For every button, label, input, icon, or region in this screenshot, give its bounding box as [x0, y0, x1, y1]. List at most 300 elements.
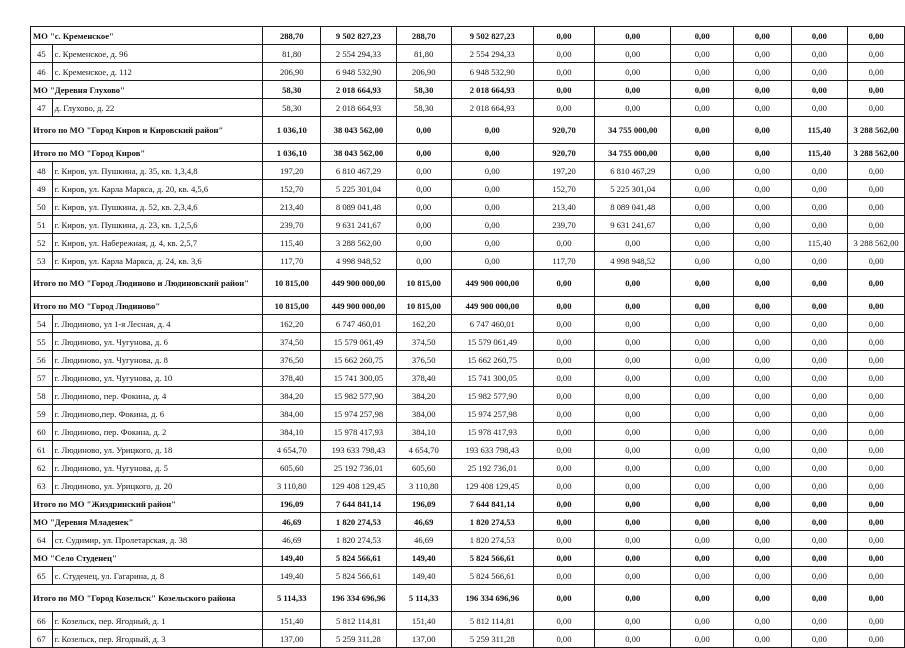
value-cell: 0,00: [595, 387, 671, 405]
value-cell: 0,00: [791, 495, 848, 513]
address-cell: г. Козельск, пер. Ягодный, д. 1: [52, 612, 263, 630]
value-cell: 0,00: [848, 180, 905, 198]
value-cell: 0,00: [595, 513, 671, 531]
value-cell: 0,00: [734, 630, 791, 648]
value-cell: 0,00: [671, 459, 734, 477]
value-cell: 0,00: [791, 216, 848, 234]
value-cell: 0,00: [734, 531, 791, 549]
value-cell: 0,00: [734, 333, 791, 351]
row-number: 52: [31, 234, 53, 252]
value-cell: 0,00: [451, 216, 533, 234]
value-cell: 0,00: [671, 387, 734, 405]
value-cell: 9 631 241,67: [595, 216, 671, 234]
value-cell: 384,10: [263, 423, 321, 441]
value-cell: 0,00: [533, 234, 594, 252]
value-cell: 0,00: [848, 216, 905, 234]
value-cell: 288,70: [396, 27, 451, 45]
value-cell: 15 579 061,49: [321, 333, 396, 351]
value-cell: 0,00: [671, 99, 734, 117]
value-cell: 0,00: [791, 315, 848, 333]
value-cell: 0,00: [791, 252, 848, 270]
value-cell: 0,00: [791, 27, 848, 45]
table-row: [31, 612, 905, 630]
value-cell: 0,00: [451, 144, 533, 162]
table-row: [31, 333, 905, 351]
value-cell: 15 662 260,75: [321, 351, 396, 369]
value-cell: 0,00: [734, 252, 791, 270]
value-cell: 0,00: [791, 513, 848, 531]
value-cell: 0,00: [533, 477, 594, 495]
value-cell: 0,00: [595, 369, 671, 387]
table-group-row: [31, 117, 905, 144]
value-cell: 0,00: [396, 117, 451, 144]
value-cell: 0,00: [848, 297, 905, 315]
value-cell: 0,00: [595, 81, 671, 99]
group-label: МО "Деревня Младенек": [31, 513, 263, 531]
value-cell: 0,00: [595, 315, 671, 333]
value-cell: 15 579 061,49: [451, 333, 533, 351]
value-cell: 0,00: [396, 216, 451, 234]
value-cell: 0,00: [791, 297, 848, 315]
value-cell: 384,00: [263, 405, 321, 423]
table-row: [31, 630, 905, 648]
value-cell: 0,00: [791, 63, 848, 81]
table-row: [31, 180, 905, 198]
address-cell: г. Людиново, ул. Чугунова, д. 6: [52, 333, 263, 351]
value-cell: 0,00: [734, 612, 791, 630]
value-cell: 10 815,00: [396, 270, 451, 297]
value-cell: 0,00: [533, 333, 594, 351]
value-cell: 196 334 696,96: [451, 585, 533, 612]
value-cell: 0,00: [595, 351, 671, 369]
value-cell: 605,60: [396, 459, 451, 477]
value-cell: 0,00: [671, 441, 734, 459]
value-cell: 5 114,33: [263, 585, 321, 612]
value-cell: 115,40: [263, 234, 321, 252]
table-row: [31, 315, 905, 333]
value-cell: 0,00: [595, 459, 671, 477]
value-cell: 0,00: [734, 144, 791, 162]
row-number: 61: [31, 441, 53, 459]
value-cell: 0,00: [396, 180, 451, 198]
value-cell: 0,00: [595, 45, 671, 63]
value-cell: 0,00: [734, 234, 791, 252]
value-cell: 0,00: [734, 216, 791, 234]
value-cell: 58,30: [263, 99, 321, 117]
value-cell: 0,00: [734, 513, 791, 531]
value-cell: 0,00: [671, 63, 734, 81]
table-group-row: [31, 585, 905, 612]
value-cell: 0,00: [791, 585, 848, 612]
value-cell: 0,00: [533, 612, 594, 630]
value-cell: 0,00: [734, 270, 791, 297]
value-cell: 0,00: [848, 99, 905, 117]
value-cell: 0,00: [734, 162, 791, 180]
value-cell: 0,00: [734, 297, 791, 315]
value-cell: 0,00: [734, 351, 791, 369]
value-cell: 0,00: [671, 531, 734, 549]
value-cell: 5 259 311,28: [321, 630, 396, 648]
value-cell: 152,70: [533, 180, 594, 198]
value-cell: 193 633 798,43: [451, 441, 533, 459]
value-cell: 9 502 827,23: [451, 27, 533, 45]
row-number: 47: [31, 99, 53, 117]
address-cell: г. Людиново, ул. Урицкого, д. 18: [52, 441, 263, 459]
value-cell: 2 018 664,93: [321, 81, 396, 99]
value-cell: 8 089 041,48: [321, 198, 396, 216]
value-cell: 137,00: [396, 630, 451, 648]
value-cell: 197,20: [533, 162, 594, 180]
value-cell: 5 812 114,81: [321, 612, 396, 630]
value-cell: 1 820 274,53: [321, 531, 396, 549]
value-cell: 0,00: [533, 297, 594, 315]
value-cell: 0,00: [533, 423, 594, 441]
value-cell: 5 225 301,04: [321, 180, 396, 198]
value-cell: 0,00: [791, 405, 848, 423]
table-group-row: [31, 297, 905, 315]
value-cell: 0,00: [734, 405, 791, 423]
value-cell: 10 815,00: [263, 270, 321, 297]
value-cell: 0,00: [848, 315, 905, 333]
value-cell: 0,00: [848, 387, 905, 405]
value-cell: 58,30: [263, 81, 321, 99]
value-cell: 25 192 736,01: [451, 459, 533, 477]
value-cell: 0,00: [791, 162, 848, 180]
value-cell: 0,00: [533, 45, 594, 63]
value-cell: 0,00: [848, 351, 905, 369]
value-cell: 115,40: [791, 144, 848, 162]
table-row: [31, 45, 905, 63]
value-cell: 376,50: [396, 351, 451, 369]
value-cell: 0,00: [671, 144, 734, 162]
group-label: Итого по МО "Город Киров": [31, 144, 263, 162]
value-cell: 206,90: [396, 63, 451, 81]
group-label: Итого по МО "Город Козельск" Козельского района: [31, 585, 263, 612]
group-label: Итого по МО "Город Людиново и Людиновский район": [31, 270, 263, 297]
value-cell: 0,00: [734, 495, 791, 513]
value-cell: 0,00: [533, 315, 594, 333]
value-cell: 15 982 577,90: [451, 387, 533, 405]
value-cell: 0,00: [671, 612, 734, 630]
value-cell: 6 747 460,01: [321, 315, 396, 333]
value-cell: 7 644 841,14: [321, 495, 396, 513]
value-cell: 15 974 257,98: [451, 405, 533, 423]
value-cell: 239,70: [263, 216, 321, 234]
value-cell: 162,20: [263, 315, 321, 333]
value-cell: 152,70: [263, 180, 321, 198]
value-cell: 129 408 129,45: [451, 477, 533, 495]
value-cell: 8 089 041,48: [595, 198, 671, 216]
value-cell: 0,00: [848, 585, 905, 612]
value-cell: 5 824 566,61: [321, 567, 396, 585]
value-cell: 0,00: [848, 369, 905, 387]
address-cell: с. Кременское, д. 112: [52, 63, 263, 81]
value-cell: 0,00: [671, 117, 734, 144]
value-cell: 0,00: [734, 387, 791, 405]
value-cell: 288,70: [263, 27, 321, 45]
value-cell: 0,00: [791, 333, 848, 351]
table-row: [31, 216, 905, 234]
value-cell: 6 747 460,01: [451, 315, 533, 333]
value-cell: 0,00: [791, 459, 848, 477]
value-cell: 0,00: [734, 423, 791, 441]
group-label: МО "Село Студенец": [31, 549, 263, 567]
value-cell: 0,00: [848, 495, 905, 513]
value-cell: 0,00: [848, 162, 905, 180]
value-cell: 0,00: [848, 81, 905, 99]
value-cell: 213,40: [263, 198, 321, 216]
value-cell: 6 948 532,90: [451, 63, 533, 81]
value-cell: 3 110,80: [263, 477, 321, 495]
row-number: 53: [31, 252, 53, 270]
value-cell: 196,09: [263, 495, 321, 513]
table-group-row: [31, 495, 905, 513]
value-cell: 115,40: [791, 234, 848, 252]
value-cell: 0,00: [791, 423, 848, 441]
value-cell: 0,00: [734, 459, 791, 477]
value-cell: 0,00: [533, 270, 594, 297]
value-cell: 0,00: [848, 423, 905, 441]
table-group-row: [31, 27, 905, 45]
table-group-row: [31, 549, 905, 567]
value-cell: 196,09: [396, 495, 451, 513]
address-cell: ст. Судимир, ул. Пролетарская, д. 38: [52, 531, 263, 549]
value-cell: 384,10: [396, 423, 451, 441]
value-cell: 25 192 736,01: [321, 459, 396, 477]
table-row: [31, 387, 905, 405]
value-cell: 449 900 000,00: [451, 297, 533, 315]
value-cell: 0,00: [848, 252, 905, 270]
value-cell: 0,00: [848, 198, 905, 216]
value-cell: 2 018 664,93: [451, 99, 533, 117]
address-cell: г. Козельск, пер. Ягодный, д. 3: [52, 630, 263, 648]
row-number: 66: [31, 612, 53, 630]
value-cell: 0,00: [671, 81, 734, 99]
row-number: 46: [31, 63, 53, 81]
table-group-row: [31, 270, 905, 297]
row-number: 48: [31, 162, 53, 180]
value-cell: 197,20: [263, 162, 321, 180]
value-cell: 605,60: [263, 459, 321, 477]
value-cell: 162,20: [396, 315, 451, 333]
value-cell: 10 815,00: [396, 297, 451, 315]
row-number: 58: [31, 387, 53, 405]
value-cell: 0,00: [595, 297, 671, 315]
value-cell: 5 824 566,61: [451, 567, 533, 585]
value-cell: 3 288 562,00: [848, 117, 905, 144]
address-cell: г. Киров, ул. Пушкина, д. 23, кв. 1,2,5,6: [52, 216, 263, 234]
value-cell: 5 824 566,61: [321, 549, 396, 567]
address-cell: г. Людиново, ул. Чугунова, д. 10: [52, 369, 263, 387]
value-cell: 0,00: [595, 63, 671, 81]
address-cell: г. Людиново, ул. Чугунова, д. 8: [52, 351, 263, 369]
value-cell: 239,70: [533, 216, 594, 234]
value-cell: 0,00: [671, 585, 734, 612]
address-cell: г. Киров, ул. Набережная, д. 4, кв. 2,5,7: [52, 234, 263, 252]
value-cell: 0,00: [791, 45, 848, 63]
address-cell: г. Людиново, пер. Фокина, д. 4: [52, 387, 263, 405]
value-cell: 4 998 948,52: [595, 252, 671, 270]
value-cell: 0,00: [734, 45, 791, 63]
value-cell: 81,80: [263, 45, 321, 63]
value-cell: 0,00: [396, 162, 451, 180]
value-cell: 0,00: [848, 45, 905, 63]
value-cell: 15 982 577,90: [321, 387, 396, 405]
value-cell: 206,90: [263, 63, 321, 81]
value-cell: 384,20: [396, 387, 451, 405]
value-cell: 6 948 532,90: [321, 63, 396, 81]
value-cell: 3 288 562,00: [848, 144, 905, 162]
value-cell: 920,70: [533, 144, 594, 162]
value-cell: 0,00: [595, 531, 671, 549]
address-cell: г. Людиново, ул. Урицкого, д. 20: [52, 477, 263, 495]
table-group-row: [31, 81, 905, 99]
value-cell: 15 741 300,05: [321, 369, 396, 387]
value-cell: 149,40: [396, 567, 451, 585]
value-cell: 0,00: [595, 234, 671, 252]
value-cell: 0,00: [533, 531, 594, 549]
value-cell: 1 820 274,53: [321, 513, 396, 531]
value-cell: 0,00: [671, 423, 734, 441]
value-cell: 5 259 311,28: [451, 630, 533, 648]
value-cell: 0,00: [595, 270, 671, 297]
housing-program-table: [30, 26, 905, 648]
value-cell: 0,00: [595, 405, 671, 423]
value-cell: 0,00: [671, 234, 734, 252]
value-cell: 1 036,10: [263, 144, 321, 162]
group-label: МО "с. Кременское": [31, 27, 263, 45]
address-cell: г. Киров, ул. Пушкина, д. 52, кв. 2,3,4,6: [52, 198, 263, 216]
value-cell: 2 018 664,93: [451, 81, 533, 99]
value-cell: 0,00: [533, 630, 594, 648]
value-cell: 0,00: [671, 369, 734, 387]
value-cell: 0,00: [533, 351, 594, 369]
value-cell: 0,00: [671, 162, 734, 180]
value-cell: 0,00: [848, 549, 905, 567]
value-cell: 0,00: [451, 117, 533, 144]
value-cell: 0,00: [734, 117, 791, 144]
value-cell: 0,00: [533, 369, 594, 387]
value-cell: 0,00: [671, 180, 734, 198]
value-cell: 46,69: [263, 531, 321, 549]
row-number: 45: [31, 45, 53, 63]
value-cell: 5 824 566,61: [451, 549, 533, 567]
address-cell: г. Людиново, ул 1-я Лесная, д. 4: [52, 315, 263, 333]
value-cell: 5 812 114,81: [451, 612, 533, 630]
value-cell: 0,00: [451, 180, 533, 198]
value-cell: 0,00: [848, 27, 905, 45]
address-cell: г. Людиново, пер. Фокина, д. 2: [52, 423, 263, 441]
value-cell: 0,00: [396, 144, 451, 162]
value-cell: 0,00: [848, 459, 905, 477]
value-cell: 0,00: [671, 333, 734, 351]
table-row: [31, 567, 905, 585]
table-row: [31, 531, 905, 549]
table-row: [31, 198, 905, 216]
value-cell: 213,40: [533, 198, 594, 216]
value-cell: 0,00: [734, 585, 791, 612]
row-number: 55: [31, 333, 53, 351]
value-cell: 0,00: [848, 405, 905, 423]
value-cell: 0,00: [734, 180, 791, 198]
value-cell: 151,40: [396, 612, 451, 630]
address-cell: д. Глухово, д. 22: [52, 99, 263, 117]
value-cell: 0,00: [671, 477, 734, 495]
value-cell: 0,00: [533, 387, 594, 405]
value-cell: 9 502 827,23: [321, 27, 396, 45]
table-row: [31, 423, 905, 441]
value-cell: 0,00: [848, 531, 905, 549]
value-cell: 4 998 948,52: [321, 252, 396, 270]
table-row: [31, 99, 905, 117]
value-cell: 0,00: [533, 513, 594, 531]
value-cell: 117,70: [263, 252, 321, 270]
table-row: [31, 369, 905, 387]
value-cell: 46,69: [263, 513, 321, 531]
value-cell: 0,00: [671, 405, 734, 423]
value-cell: 15 741 300,05: [451, 369, 533, 387]
value-cell: 0,00: [595, 585, 671, 612]
value-cell: 0,00: [734, 99, 791, 117]
value-cell: 38 043 562,00: [321, 144, 396, 162]
value-cell: 0,00: [791, 81, 848, 99]
table-row: [31, 234, 905, 252]
value-cell: 374,50: [396, 333, 451, 351]
value-cell: 7 644 841,14: [451, 495, 533, 513]
value-cell: 0,00: [848, 630, 905, 648]
value-cell: 920,70: [533, 117, 594, 144]
row-number: 51: [31, 216, 53, 234]
value-cell: 0,00: [671, 198, 734, 216]
value-cell: 0,00: [451, 198, 533, 216]
value-cell: 149,40: [396, 549, 451, 567]
value-cell: 0,00: [848, 477, 905, 495]
value-cell: 4 654,70: [263, 441, 321, 459]
value-cell: 378,40: [263, 369, 321, 387]
value-cell: 15 978 417,93: [321, 423, 396, 441]
value-cell: 9 631 241,67: [321, 216, 396, 234]
value-cell: 0,00: [533, 495, 594, 513]
value-cell: 0,00: [533, 585, 594, 612]
group-label: Итого по МО "Город Людиново": [31, 297, 263, 315]
value-cell: 151,40: [263, 612, 321, 630]
row-number: 67: [31, 630, 53, 648]
value-cell: 0,00: [791, 198, 848, 216]
value-cell: 449 900 000,00: [321, 297, 396, 315]
value-cell: 0,00: [791, 387, 848, 405]
value-cell: 376,50: [263, 351, 321, 369]
value-cell: 3 288 562,00: [848, 234, 905, 252]
group-label: Итого по МО "Город Киров и Кировский район": [31, 117, 263, 144]
value-cell: 0,00: [791, 180, 848, 198]
value-cell: 0,00: [595, 333, 671, 351]
value-cell: 0,00: [734, 441, 791, 459]
value-cell: 0,00: [533, 405, 594, 423]
value-cell: 46,69: [396, 513, 451, 531]
value-cell: 378,40: [396, 369, 451, 387]
value-cell: 384,00: [396, 405, 451, 423]
value-cell: 1 820 274,53: [451, 531, 533, 549]
value-cell: 0,00: [451, 234, 533, 252]
table-row: [31, 63, 905, 81]
value-cell: 0,00: [533, 459, 594, 477]
value-cell: 0,00: [671, 252, 734, 270]
value-cell: 15 978 417,93: [451, 423, 533, 441]
row-number: 57: [31, 369, 53, 387]
table-body: [31, 27, 905, 648]
value-cell: 0,00: [533, 567, 594, 585]
value-cell: 0,00: [595, 477, 671, 495]
